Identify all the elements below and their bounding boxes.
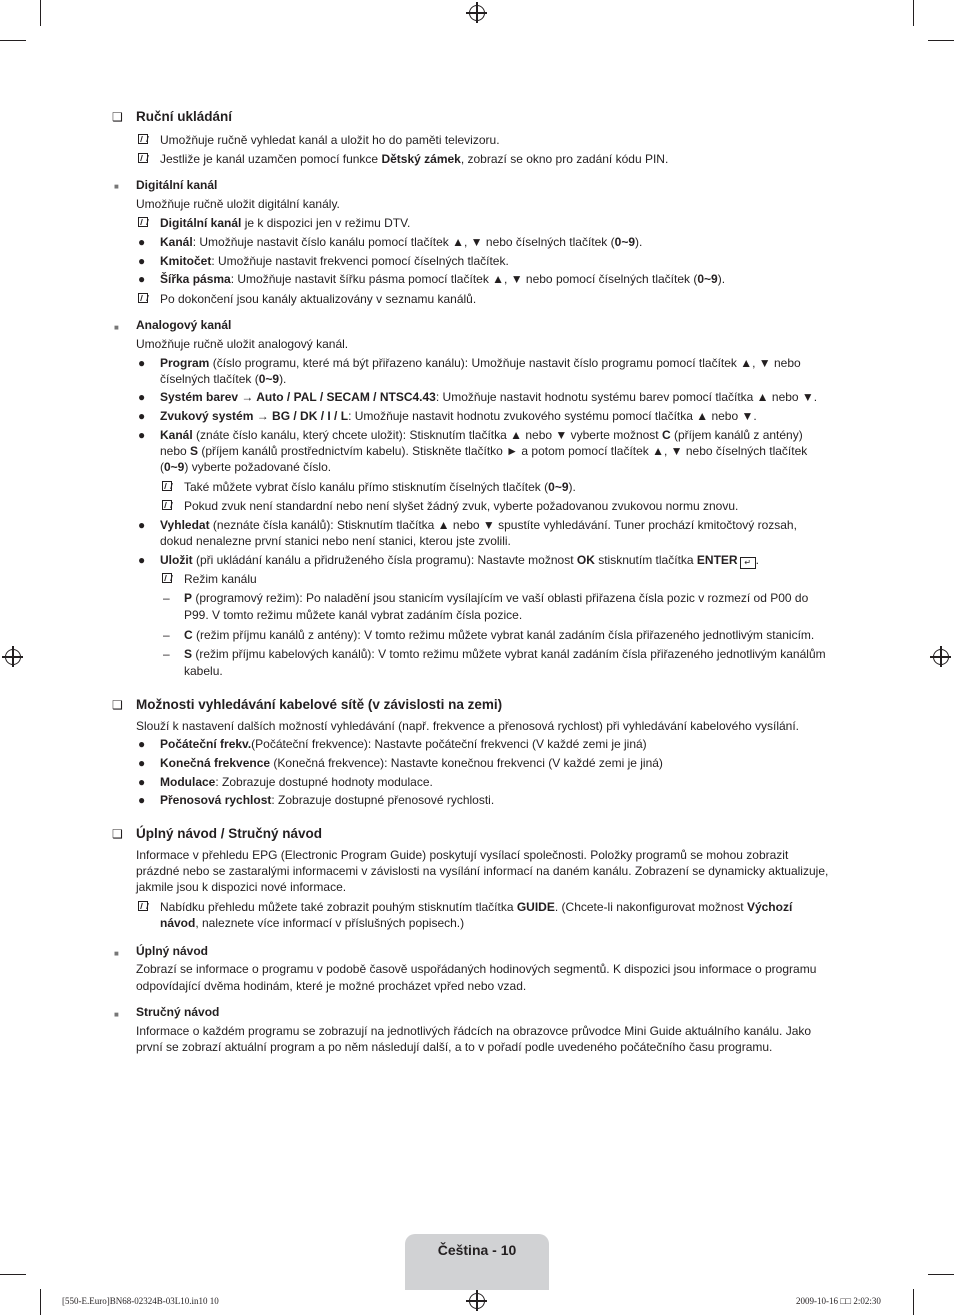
list-item: Počáteční frekv.(Počáteční frekvence): Nastavte počáteční frekvenci (V každé zemi je jiná) [160,737,647,751]
list-item-cont: nebo S (příjem kanálů prostřednictvím kabelu). Stiskněte tlačítko ► a potom pomocí tlačítek ▲, ▼ nebo číselných tlačítek [160,444,808,458]
note-icon [162,573,172,583]
list-item: Kanál: Umožňuje nastavit číslo kanálu pomocí tlačítek ▲, ▼ nebo číselných tlačítek (0~9). [160,235,643,249]
note-icon [138,153,148,163]
paragraph: odpovídající dvěma hodinám, které je možné procházet vpřed nebo vzad. [136,979,527,993]
print-slug-left: [550-E.Euro]BN68-02324B-03L10.in10 10 [62,1296,219,1306]
list-item: Šířka pásma: Umožňuje nastavit šířku pásma pomocí tlačítek ▲, ▼ nebo pomocí číselných tlačítek (0~9). [160,272,726,286]
subsection-title: Úplný návod [136,944,209,958]
paragraph: prázdné nebo se zastaralými informacemi v závislosti na vysílání informací na daném kanálu. Zobrazení se dynamicky aktualizuje, [136,864,829,878]
list-item: Přenosová rychlost: Zobrazuje dostupné přenosové rychlosti. [160,793,495,807]
note-icon [162,481,172,491]
square-bullet-icon: ■ [114,949,119,958]
dash-bullet-icon: – [163,628,170,642]
bullet-icon: ● [138,254,146,268]
list-item: Modulace: Zobrazuje dostupné hodnoty modulace. [160,775,433,789]
dash-bullet-icon: – [163,647,170,661]
bullet-icon: ● [138,235,146,249]
note-text: Po dokončení jsou kanály aktualizovány v seznamu kanálů. [160,292,477,306]
paragraph: jakmile jsou k dispozici nové informace. [136,880,347,894]
list-item: Konečná frekvence (Konečná frekvence): Nastavte konečnou frekvenci (V každé zemi je jiná) [160,756,663,770]
bullet-icon: ● [138,356,146,370]
list-item: Kanál (znáte číslo kanálu, který chcete uložit): Stisknutím tlačítka ▲ nebo ▼ vyberte možnost C (příjem kanálů z antény) [160,428,803,442]
note-text: Také můžete vybrat číslo kanálu přímo stisknutím číselných tlačítek (0~9). [184,480,576,494]
paragraph: Informace v přehledu EPG (Electronic Program Guide) poskytují vysílací společnosti. Položky programů se mohou zobrazit [136,848,789,862]
list-item-cont: dokud nenalezne první stanici nebo není stanici, kterou jste zvolili. [160,534,511,548]
page-number: Čeština - 10 [437,1242,517,1258]
note-text: Jestliže je kanál uzamčen pomocí funkce Dětský zámek, zobrazí se okno pro zadání kódu PIN. [160,152,669,166]
list-item-cont: P99. V tomto režimu můžete kanál vybrat zadáním čísla pozice. [184,608,523,622]
list-item: Uložit (při ukládání kanálu a přidruženého čísla programu): Nastavte možnost OK stisknutím tlačítka ENTER ↵ . [160,553,759,567]
checkbox-bullet-icon: ❑ [112,698,123,712]
list-item-cont: kabelu. [184,664,223,678]
square-bullet-icon: ■ [114,1010,119,1019]
note-icon [138,901,148,911]
note-icon [138,293,148,303]
list-item: P (programový režim): Po naladění jsou stanicím vysílajícím ve vaší oblasti přiřazena čísla pozic v rozmezí od P00 do [184,591,809,605]
checkbox-bullet-icon: ❑ [112,827,123,841]
paragraph: Zobrazí se informace o programu v podobě časově uspořádaných hodinových segmentů. K dispozici jsou informace o programu [136,962,817,976]
crop-mark [0,40,26,41]
bullet-icon: ● [138,737,146,751]
bullet-icon: ● [138,553,146,567]
crop-mark [913,1289,914,1315]
square-bullet-icon: ■ [114,182,119,191]
paragraph: Umožňuje ručně uložit digitální kanály. [136,197,340,211]
print-slug-right: 2009-10-16 □□ 2:02:30 [796,1296,881,1306]
crop-mark [928,40,954,41]
registration-mark-icon [469,5,485,21]
crop-mark [40,0,41,26]
subsection-title: Digitální kanál [136,178,218,192]
crop-mark [913,0,914,26]
list-item: Vyhledat (neznáte čísla kanálů): Stisknutím tlačítka ▲ nebo ▼ spustíte vyhledávání. Tuner prochází kmitočtový rozsah, [160,518,797,532]
note-text: Digitální kanál je k dispozici jen v režimu DTV. [160,216,411,230]
bullet-icon: ● [138,409,146,423]
checkbox-bullet-icon: ❑ [112,110,123,124]
crop-mark [0,1274,26,1275]
bullet-icon: ● [138,272,146,286]
note-text-cont: návod, naleznete více informací v příslušných popisech.) [160,916,465,930]
square-bullet-icon: ■ [114,323,119,332]
bullet-icon: ● [138,518,146,532]
enter-icon: ↵ [740,557,756,569]
bullet-icon: ● [138,756,146,770]
note-text: Pokud zvuk není standardní nebo není slyšet žádný zvuk, vyberte požadovanou zvukovou normu znovu. [184,499,739,513]
note-text: Nabídku přehledu můžete také zobrazit pouhým stisknutím tlačítka GUIDE. (Chcete-li nakonfigurovat možnost Výchozí [160,900,793,914]
section-title: Možnosti vyhledávání kabelové sítě (v závislosti na zemi) [136,697,503,712]
note-icon [138,134,148,144]
list-item-cont: (0~9) vyberte požadované číslo. [160,460,332,474]
list-item: Systém barev → Auto / PAL / SECAM / NTSC4.43: Umožňuje nastavit hodnotu systému barev pomocí tlačítka ▲ nebo ▼. [160,390,818,404]
list-item: S (režim příjmu kabelových kanálů): V tomto režimu můžete vybrat kanál zadáním čísla přiřazeného jednotlivým kanálům [184,647,826,661]
crop-mark [40,1289,41,1315]
list-item: C (režim příjmu kanálů z antény): V tomto režimu můžete vybrat kanál zadáním čísla přiřazeného jednotlivým stanicím. [184,628,815,642]
paragraph: Slouží k nastavení dalších možností vyhledávání (např. frekvence a přenosová rychlost) při vyhledávání kabelového vysílání. [136,719,800,733]
list-item: Zvukový systém → BG / DK / I / L: Umožňuje nastavit hodnotu zvukového systému pomocí tlačítka ▲ nebo ▼. [160,409,757,423]
note-text: Režim kanálu [184,572,257,586]
dash-bullet-icon: – [163,591,170,605]
crop-mark [928,1274,954,1275]
subsection-title: Stručný návod [136,1005,220,1019]
section-title: Ruční ukládání [136,109,233,124]
paragraph: první se zobrazí aktuální program a po něm následují další, a to v pořadí podle uvedeného počátečního času programu. [136,1040,773,1054]
paragraph: Informace o každém programu se zobrazují na jednotlivých řádcích na obrazovce průvodce Mini Guide aktuálního kanálu. Jako [136,1024,812,1038]
note-text: Umožňuje ručně vyhledat kanál a uložit ho do paměti televizoru. [160,133,500,147]
section-title: Úplný návod / Stručný návod [136,826,323,841]
registration-mark-icon [933,649,949,665]
list-item: Kmitočet: Umožňuje nastavit frekvenci pomocí číselných tlačítek. [160,254,509,268]
registration-mark-icon [469,1293,485,1309]
bullet-icon: ● [138,390,146,404]
note-icon [138,217,148,227]
bullet-icon: ● [138,793,146,807]
list-item: Program (číslo programu, které má být přiřazeno kanálu): Umožňuje nastavit číslo programu pomocí tlačítek ▲, ▼ nebo [160,356,801,370]
note-icon [162,500,172,510]
registration-mark-icon [5,649,21,665]
paragraph: Umožňuje ručně uložit analogový kanál. [136,337,349,351]
list-item-cont: číselných tlačítek (0~9). [160,372,287,386]
bullet-icon: ● [138,775,146,789]
bullet-icon: ● [138,428,146,442]
subsection-title: Analogový kanál [136,318,232,332]
